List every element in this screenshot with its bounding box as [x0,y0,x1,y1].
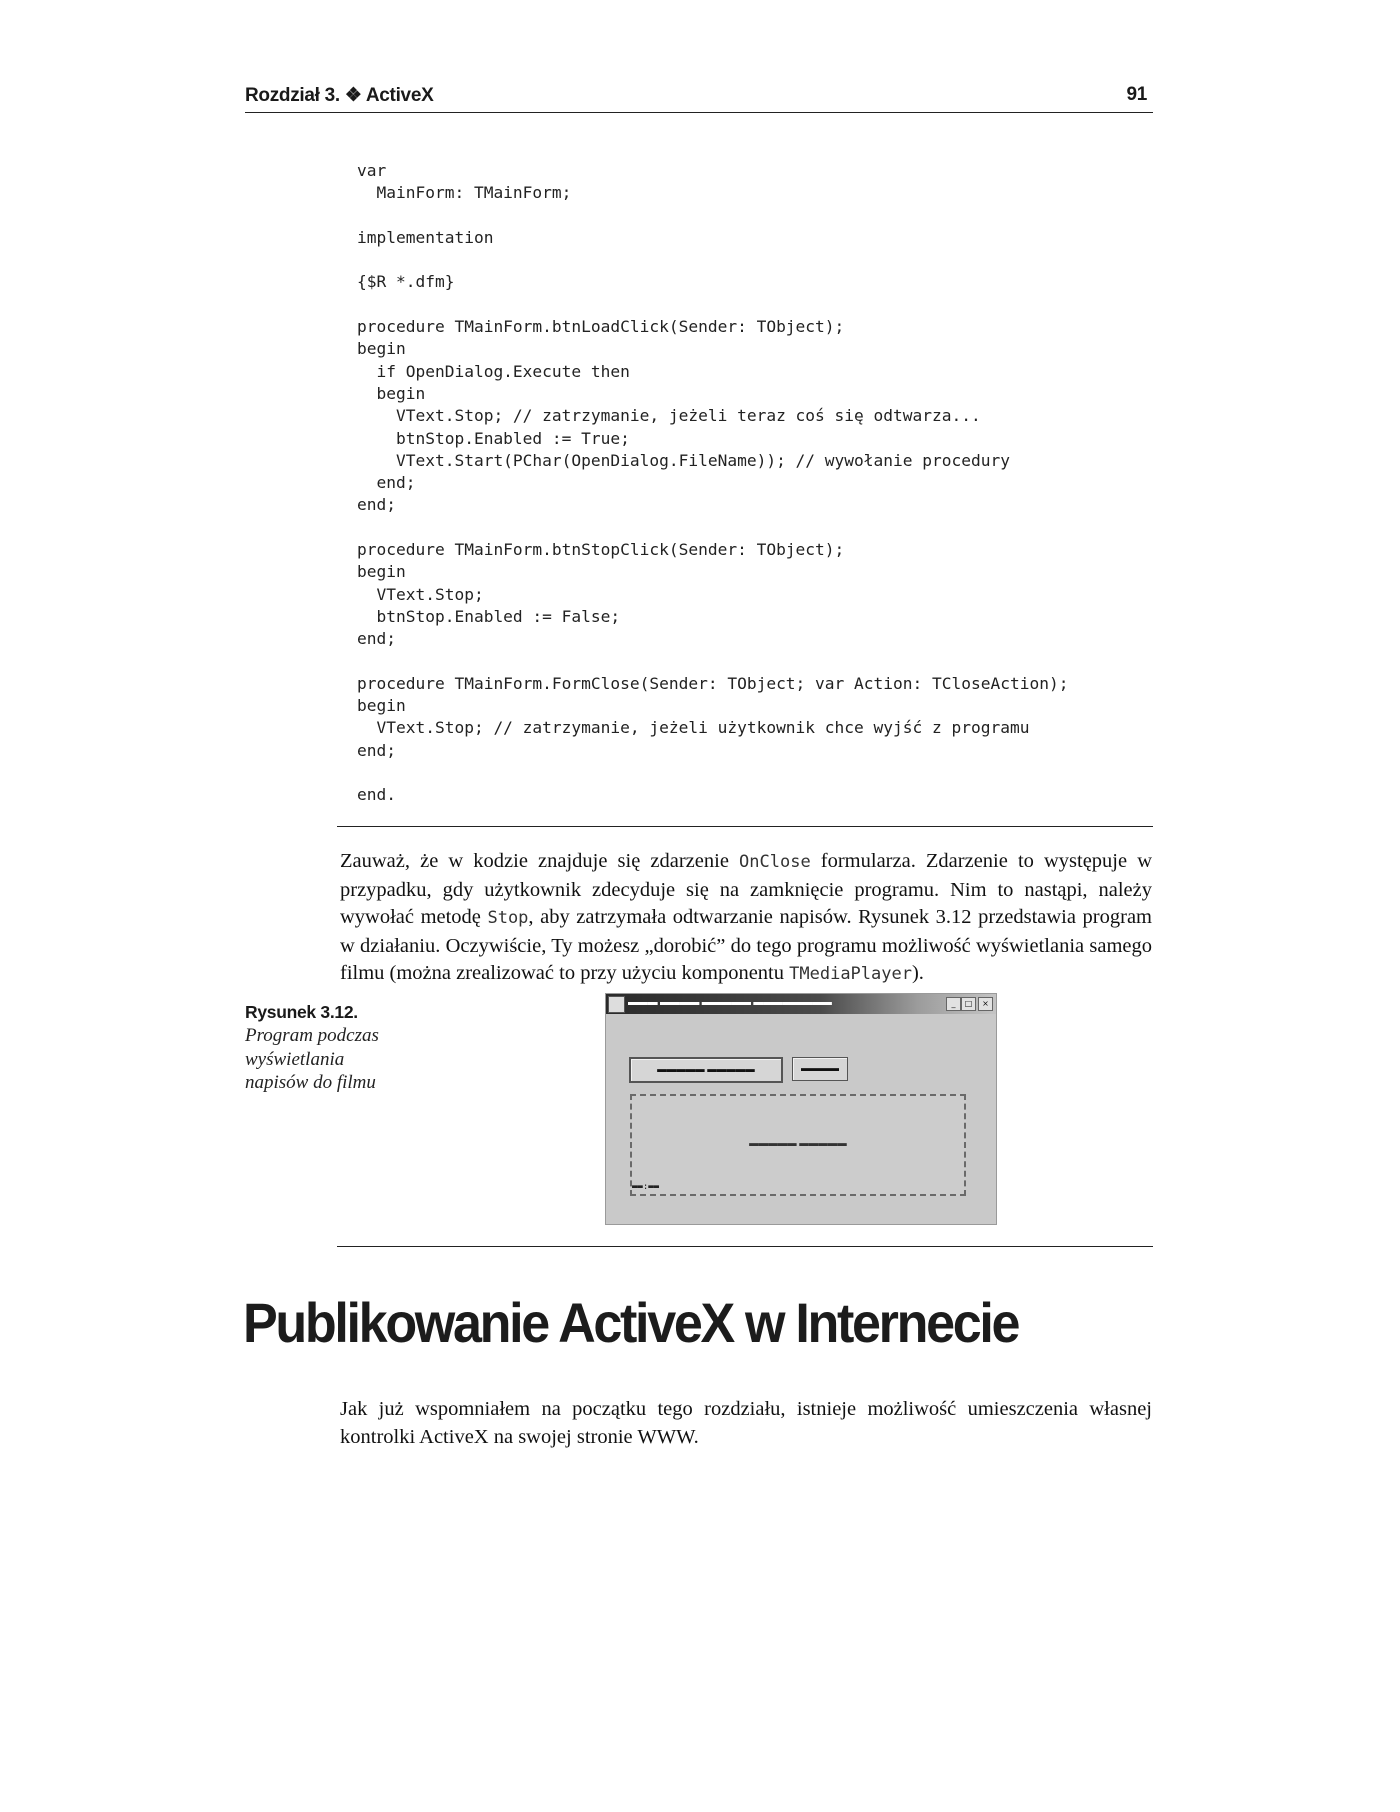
maximize-icon: □ [961,997,976,1011]
divider-rule [337,826,1153,827]
code-line [357,205,1147,227]
code-line: end; [357,629,396,649]
load-button: ▬▬▬▬▬ ▬▬▬▬▬ [629,1057,783,1083]
code-line: if OpenDialog.Execute then [357,361,630,381]
paragraph-text: , aby zatrzymała odtwarzanie napisów. Rysunek 3.12 przedstawia program w działaniu. Oczywiście, Ty możesz „dorobić” do tego programu możliwość wyświetlania samego filmu (można zrealizować to przy użyciu komponentu [340,906,1152,984]
code-line: {$R *.dfm} [357,272,455,292]
window-title: ▬▬▬ ▬▬▬▬ ▬▬▬▬▬ ▬▬▬▬▬▬▬▬ [628,997,832,1008]
section-paragraph: Jak już wspomniałem na początku tego rozdziału, istnieje możliwość umieszczenia własnej kontrolki ActiveX na swojej stronie WWW. [340,1398,1152,1448]
code-line: begin [357,562,406,582]
code-line: VText.Stop; [357,584,484,604]
inline-code: TMediaPlayer [789,964,912,984]
stop-button: ▬▬▬▬ [792,1057,848,1081]
code-line: VText.Stop; // zatrzymanie, jeżeli użytkownik chce wyjść z programu [357,718,1030,738]
code-line: begin [357,339,406,359]
code-line: procedure TMainForm.FormClose(Sender: TObject; var Action: TCloseAction); [357,673,1069,693]
paragraph-text: Zauważ, że w kodzie znajduje się zdarzenie [340,850,740,872]
code-line: begin [357,383,426,403]
paragraph-text: ). [911,962,924,984]
subtitle-panel [630,1094,966,1196]
body-paragraph [340,848,1152,989]
window-titlebar [606,994,996,1014]
inline-code: OnClose [739,852,811,872]
code-line: var [357,161,387,180]
figure-caption-line: Program podczas [245,1025,379,1046]
figure-caption-line: wyświetlania [245,1048,345,1070]
subtitle-text: ▬▬▬▬▬ ▬▬▬▬▬ [749,1138,847,1149]
code-line: btnStop.Enabled := True; [357,428,630,448]
code-line [357,517,1147,539]
app-icon [608,996,625,1013]
code-line: procedure TMainForm.btnStopClick(Sender: TObject); [357,540,845,560]
code-listing [357,160,1147,807]
code-line: VText.Stop; // zatrzymanie, jeżeli teraz coś się odtwarza... [357,406,981,426]
section-heading: Publikowanie ActiveX w Internecie [243,1291,1019,1354]
code-line [357,249,1147,271]
code-line: end; [357,495,396,515]
code-line: implementation [357,227,494,247]
code-line: btnStop.Enabled := False; [357,606,621,626]
code-line [357,651,1147,673]
code-line [357,294,1147,316]
minimize-icon: _ [946,997,961,1011]
chapter-title: Rozdział 3. ❖ ActiveX [245,85,434,106]
paragraph-text: formularza. Zdarzenie to występuje w przypadku, gdy użytkownik zdecyduje się na zamknięcie programu. Nim to nastąpi, należy wywołać metodę [340,850,1153,928]
figure-caption [245,1000,415,1095]
code-line: begin [357,696,406,716]
inline-code: Stop [487,908,529,928]
close-icon: × [978,997,993,1011]
code-line: VText.Start(PChar(OpenDialog.FileName)); // wywołanie procedury [357,450,1010,470]
code-line: procedure TMainForm.btnLoadClick(Sender: TObject); [357,317,845,337]
code-line: end. [357,785,396,805]
code-line: MainForm: TMainForm; [357,183,572,203]
code-line: end; [357,473,416,493]
divider-rule [337,1246,1153,1247]
code-line [357,762,1147,784]
running-header [245,84,1153,113]
figure-screenshot [605,993,997,1225]
page-number: 91 [1126,84,1147,105]
status-text: ▬▬:▬▬ [632,1182,660,1192]
figure-caption-line: napisów do filmu [245,1072,376,1093]
code-line: end; [357,740,396,760]
figure-label: Rysunek 3.12. [245,1002,358,1022]
